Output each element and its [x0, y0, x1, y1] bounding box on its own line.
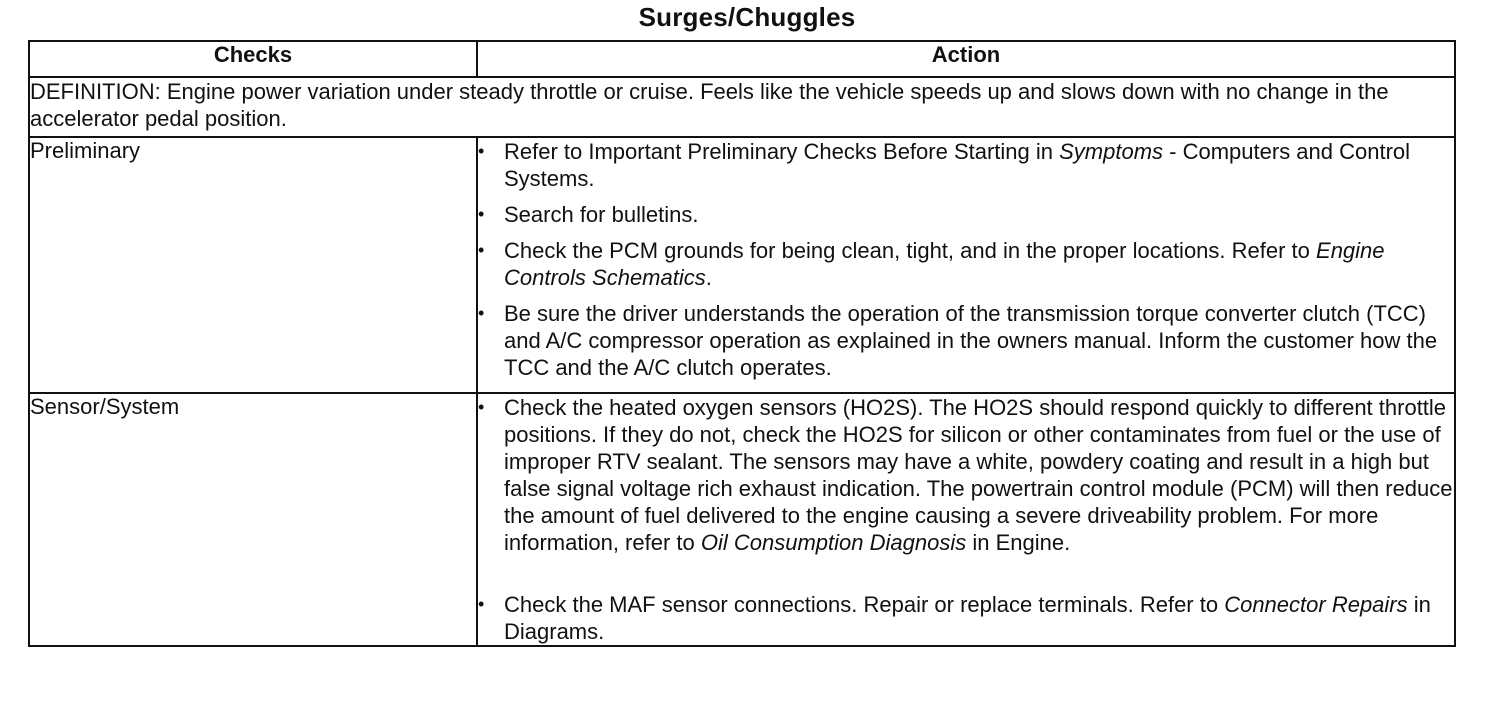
table-row-preliminary	[29, 137, 1455, 393]
action-item	[478, 394, 1454, 582]
action-text: Search for bulletins.	[504, 202, 699, 227]
action-text: Check the heated oxygen sensors (HO2S). The HO2S should respond quickly to different throttle positions. If they do not, check the HO2S for silicon or other contaminates from fuel or the use of improper RTV sealant. The sensors may have a white, powdery coating and result in a high but false signal voltage rich exhaust indication. The powertrain control module (PCM) will then reduce the amount of fuel delivered to the engine causing a severe driveability problem. For more information, refer to	[504, 395, 1453, 555]
actions-sensor-system	[477, 393, 1455, 646]
action-item	[478, 237, 1454, 291]
table-row-sensor-system	[29, 393, 1455, 646]
checks-column-header: Checks	[29, 41, 477, 77]
action-list-sensor-system	[478, 394, 1454, 645]
document-title: Surges/Chuggles	[638, 2, 856, 32]
item-spacer	[504, 556, 1454, 582]
action-text-tail: - Computers and Control Systems.	[504, 139, 1411, 191]
action-text: Check the MAF sensor connections. Repair or replace terminals. Refer to	[504, 592, 1225, 617]
action-column-header: Action	[477, 41, 1455, 77]
action-item	[478, 300, 1454, 381]
action-reference: Connector Repairs	[1224, 592, 1408, 617]
action-text-tail: in Engine.	[966, 530, 1071, 555]
check-name-sensor-system: Sensor/System	[29, 393, 477, 646]
action-text: Refer to Important Preliminary Checks Before Starting in	[504, 139, 1060, 164]
action-text-tail: .	[705, 265, 712, 290]
definition-row	[29, 77, 1455, 137]
bullet-icon: •	[478, 204, 485, 224]
bullet-icon: •	[478, 397, 485, 417]
diagnosis-table	[28, 40, 1456, 647]
check-name-preliminary: Preliminary	[29, 137, 477, 393]
action-reference: Oil Consumption Diagnosis	[700, 530, 967, 555]
bullet-icon: •	[478, 141, 485, 161]
bullet-icon: •	[478, 240, 485, 260]
action-list-preliminary	[478, 138, 1454, 381]
action-item	[478, 591, 1454, 645]
action-reference: Symptoms	[1059, 139, 1164, 164]
actions-preliminary	[477, 137, 1455, 393]
action-item	[478, 201, 1454, 228]
action-text-tail: in Diagrams.	[504, 592, 1431, 644]
bullet-icon: •	[478, 303, 485, 323]
action-reference: Engine Controls Schematics	[504, 238, 1385, 290]
action-text: Be sure the driver understands the operation of the transmission torque converter clutch (TCC) and A/C compressor operation as explained in the owners manual. Inform the customer how the TCC and the A/C clutch operates.	[504, 301, 1438, 380]
definition-text: DEFINITION: Engine power variation under steady throttle or cruise. Feels like the vehicle speeds up and slows down with no change in the accelerator pedal position.	[29, 77, 1455, 137]
action-text: Check the PCM grounds for being clean, tight, and in the proper locations. Refer to	[504, 238, 1317, 263]
header-row	[29, 41, 1455, 77]
action-item	[478, 138, 1454, 192]
bullet-icon: •	[478, 594, 485, 614]
